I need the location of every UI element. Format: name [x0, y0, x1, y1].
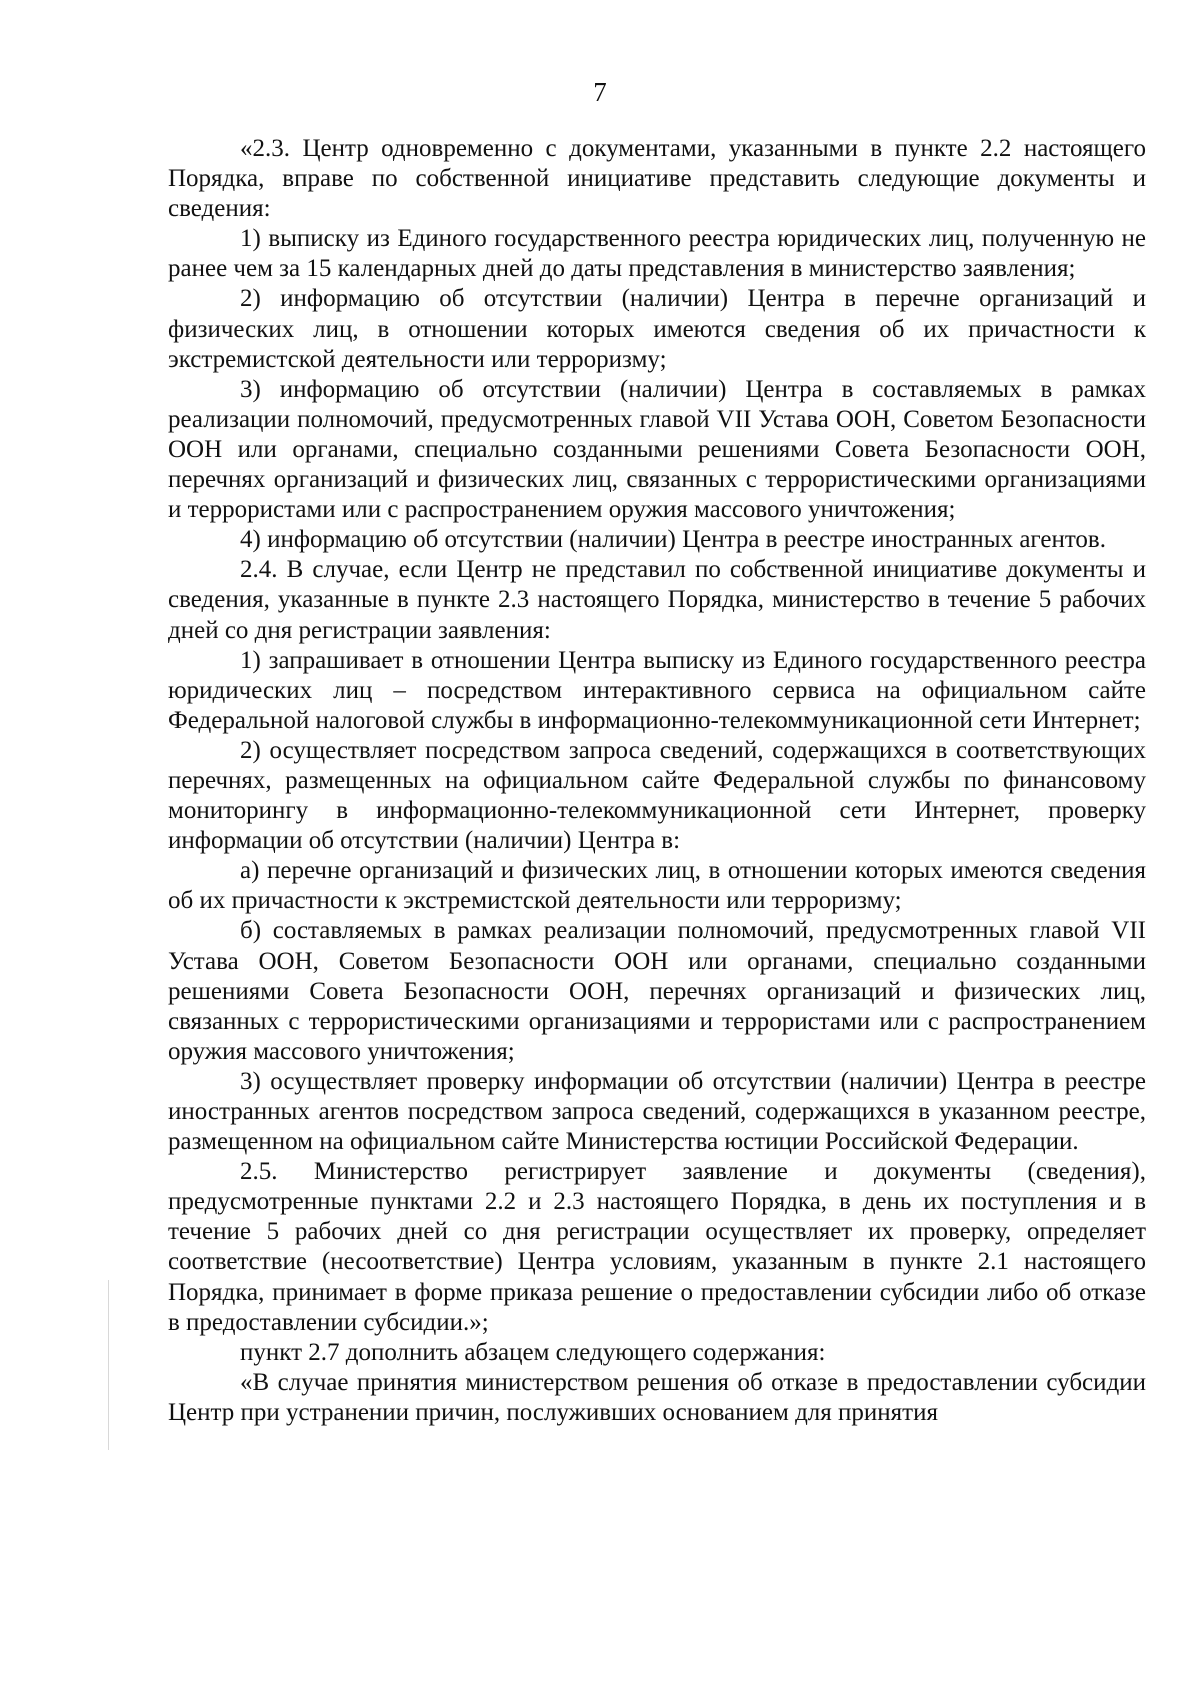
paragraph-2-3-item-1: 1) выписку из Единого государственного реестра юридических лиц, полученную не ранее чем за 15 календарных дней до даты представления в министерство заявления; — [168, 225, 1146, 283]
paragraph-2-3-item-3: 3) информацию об отсутствии (наличии) Центра в составляемых в рамках реализации полномочий, предусмотренных главой VII Устава ООН, Советом Безопасности ООН или органами, специально созданными решениями Совета Безопасности ООН, перечнях организаций и физических лиц, связанных с террористическими организациями и террористами или с распространением оружия массового уничтожения; — [168, 375, 1146, 524]
paragraph-2-3-item-4: 4) информацию об отсутствии (наличии) Центра в реестре иностранных агентов. — [240, 526, 1106, 554]
paragraph-2-4-item-2a: а) перечне организаций и физических лиц, в отношении которых имеются сведения об их причастности к экстремистской деятельности или терроризму; — [168, 857, 1146, 915]
document-body — [168, 134, 1146, 1428]
paragraph-2-3-item-2: 2) информацию об отсутствии (наличии) Центра в перечне организаций и физических лиц, в отношении которых имеются сведения об их причастности к экстремистской деятельности или терроризму; — [168, 285, 1146, 373]
paragraph-2-4-item-3: 3) осуществляет проверку информации об отсутствии (наличии) Центра в реестре иностранных агентов посредством запроса сведений, содержащихся в указанном реестре, размещенном на официальном сайте Министерства юстиции Российской Федерации. — [168, 1067, 1146, 1156]
paragraph-2-5: 2.5. Министерство регистрирует заявление и документы (сведения), предусмотренные пунктами 2.2 и 2.3 настоящего Порядка, в день их поступления и в течение 5 рабочих дней со дня регистрации осуществляет их проверку, определяет соответствие (несоответствие) Центра условиям, указанным в пункте 2.1 настоящего Порядка, принимает в форме приказа решение о предоставлении субсидии либо об отказе в предоставлении субсидии.»; — [168, 1158, 1146, 1336]
page-number: 7 — [593, 77, 607, 107]
paragraph-2-7-addition: «В случае принятия министерством решения об отказе в предоставлении субсидии Центр при устранении причин, послуживших основанием для принятия — [168, 1368, 1146, 1426]
paragraph-2-4-item-1: 1) запрашивает в отношении Центра выписку из Единого государственного реестра юридических лиц – посредством интерактивного сервиса на официальном сайте Федеральной налоговой службы в информационно-телекоммуникационной сети Интернет; — [168, 646, 1146, 734]
paragraph-2-4-item-2: 2) осуществляет посредством запроса сведений, содержащихся в соответствующих перечнях, размещенных на официальном сайте Федеральной службы по финансовому мониторингу в информационно-телекоммуникационной сети Интернет, проверку информации об отсутствии (наличии) Центра в: — [168, 736, 1146, 855]
paragraph-2-3: «2.3. Центр одновременно с документами, указанными в пункте 2.2 настоящего Порядка, вправе по собственной инициативе представить следующие документы и сведения: — [168, 135, 1146, 223]
scan-edge-mark — [108, 1280, 109, 1450]
paragraph-2-4-item-2b: б) составляемых в рамках реализации полномочий, предусмотренных главой VII Устава ООН, Советом Безопасности ООН или органами, специально созданными решениями Совета Безопасности ООН, перечнях организаций и физических лиц, связанных с террористическими организациями и террористами или с распространением оружия массового уничтожения; — [168, 917, 1146, 1065]
paragraph-2-4: 2.4. В случае, если Центр не представил по собственной инициативе документы и сведения, указанные в пункте 2.3 настоящего Порядка, министерство в течение 5 рабочих дней со дня регистрации заявления: — [168, 556, 1146, 644]
paragraph-2-7-intro: пункт 2.7 дополнить абзацем следующего содержания: — [240, 1338, 826, 1366]
